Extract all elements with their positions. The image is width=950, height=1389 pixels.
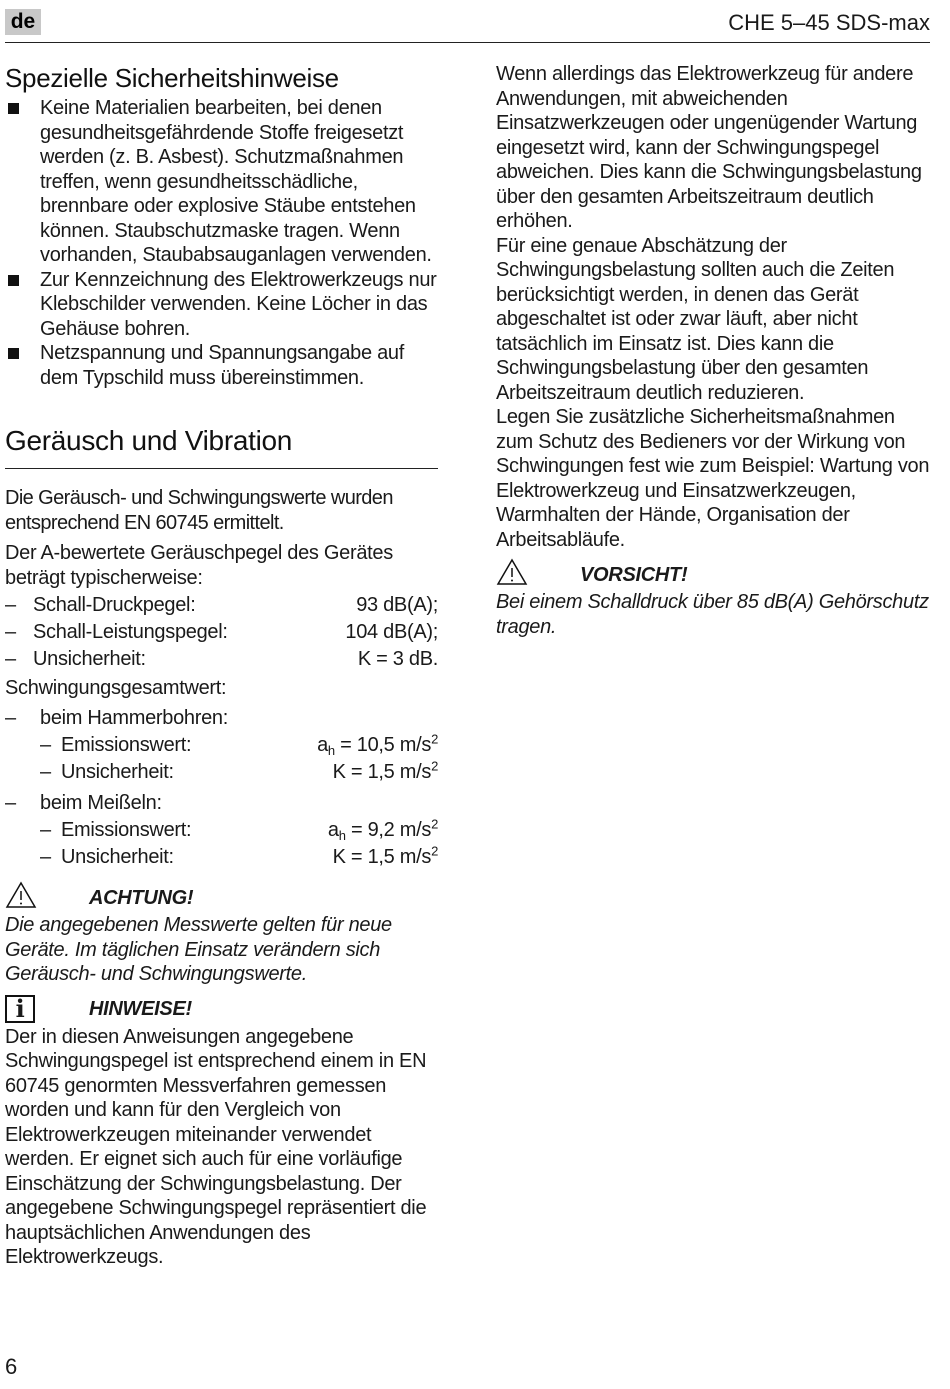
noise-row: [5, 646, 438, 673]
hammer-uncertainty-label: Unsicherheit:: [61, 761, 174, 783]
chisel-emission-label: Emissionswert:: [61, 819, 192, 841]
vorsicht-title: VORSICHT!: [580, 563, 688, 586]
hammer-emission-row: [5, 732, 438, 759]
noise-intro: Die Geräusch- und Schwingungswerte wurden entsprechend EN 60745 ermittelt.: [5, 487, 393, 534]
dash-marker: –: [40, 819, 51, 841]
header-divider: [5, 42, 930, 43]
hammer-uncertainty-row: [5, 759, 438, 786]
safety-bullet-text: Keine Materialien bearbeiten, bei denen gesundheitsgefährdende Stoffe freigesetzt werden (z. B. Asbest). Schutzmaßnahmen treffen, wenn gesundheitsschädliche, brennbare oder explosive Stäube entstehen können. Staubschutzmaske tragen. Wenn vorhanden, Staubabsauganlagen verwenden.: [40, 97, 432, 266]
achtung-text: Die angegebenen Messwerte gelten für neue Geräte. Im täglichen Einsatz verändern sich Geräusch- und Schwingungswerte.: [5, 914, 392, 985]
chisel-uncertainty-label: Unsicherheit:: [61, 846, 174, 868]
safety-bullet: [5, 268, 438, 342]
noise-row-value: 93 dB(A);: [356, 594, 438, 616]
noise-row-label: Schall-Druckpegel:: [33, 594, 196, 616]
document-title: CHE 5–45 SDS-max: [728, 10, 930, 35]
noise-heading: Geräusch und Vibration: [5, 424, 438, 469]
achtung-header: [5, 883, 438, 913]
chisel-label: beim Meißeln:: [40, 792, 162, 814]
chisel-row: [5, 790, 438, 817]
safety-bullet-text: Netzspannung und Spannungsangabe auf dem Typschild muss übereinstimmen.: [40, 342, 404, 389]
language-badge: de: [5, 9, 41, 35]
vibration-total-label: Schwingungsgesamtwert:: [5, 677, 227, 699]
chisel-uncertainty-row: [5, 844, 438, 871]
achtung-title: ACHTUNG!: [89, 886, 194, 909]
hinweise-text: Der in diesen Anweisungen angegebene Schwingungspegel ist entsprechend einem in EN 60745 genormten Messverfahren gemessen worden und kann für den Vergleich von Elektrowerkzeugen miteinander verwendet werden. Er eignet sich auch für eine vorläufige Einschätzung der Schwingungsbelastung. Der angegebene Schwingungspegel repräsentiert die hauptsächlichen Anwendungen des Elektrowerkzeugs.: [5, 1025, 427, 1268]
hammer-emission-label: Emissionswert:: [61, 734, 192, 756]
dash-marker: –: [5, 648, 16, 670]
dash-marker: –: [40, 761, 51, 783]
warning-triangle-icon: [496, 558, 528, 586]
right-paragraph-1: Wenn allerdings das Elektrowerkzeug für andere Anwendungen, mit abweichenden Einsatzwerkzeugen oder ungenügender Wartung eingesetzt wird, kann der Schwingungspegel abweichen. Dies kann die Schwingungsbelastung über den gesamten Arbeitszeitraum deutlich erhöhen.: [496, 63, 922, 232]
right-column: [496, 62, 930, 645]
hammer-row: [5, 705, 438, 732]
safety-bullet: [5, 96, 438, 268]
safety-bullet-text: Zur Kennzeichnung des Elektrowerkzeugs nur Klebschilder verwenden. Keine Löcher in das Gehäuse bohren.: [40, 268, 437, 340]
right-paragraph-2: Für eine genaue Abschätzung der Schwingungsbelastung sollten auch die Zeiten berücksichtigt werden, in denen das Gerät abgeschaltet ist oder zwar läuft, aber nicht tatsächlich im Einsatz ist. Dies kann die Schwingungsbelastung über den gesamten Arbeitszeitraum deutlich reduzieren.: [496, 234, 895, 404]
noise-row: [5, 592, 438, 619]
dash-marker: –: [5, 707, 16, 729]
dash-marker: –: [5, 594, 16, 616]
noise-row: [5, 619, 438, 646]
warning-triangle-icon: [5, 881, 37, 909]
hinweise-header: [5, 995, 438, 1025]
hammer-label: beim Hammerbohren:: [40, 707, 229, 729]
noise-row-label: Unsicherheit:: [33, 648, 146, 670]
chisel-emission-value: $a_h = 9,2$ $m/s^2$: [327, 816, 438, 843]
chisel-emission-row: [5, 817, 438, 844]
hammer-uncertainty-value: K = 1,5 $m/s^2$: [332, 758, 438, 783]
safety-heading: Spezielle Sicherheitshinweise: [5, 63, 339, 93]
hinweise-title: HINWEISE!: [89, 998, 192, 1021]
page-number: 6: [5, 1354, 18, 1379]
bullet-square-icon: [5, 341, 40, 390]
noise-row-value: 104 dB(A);: [345, 621, 438, 643]
safety-bullet: [5, 341, 438, 390]
dash-marker: –: [5, 621, 16, 643]
noise-a-weighted: Der A-bewertete Geräuschpegel des Gerätes beträgt typischerweise:: [5, 542, 393, 589]
vibration-total-row: [5, 675, 438, 702]
info-icon: i: [5, 995, 35, 1023]
vorsicht-text: Bei einem Schalldruck über 85 dB(A) Gehörschutz tragen.: [496, 591, 929, 638]
dash-marker: –: [40, 734, 51, 756]
noise-row-label: Schall-Leistungspegel:: [33, 621, 228, 643]
dash-marker: –: [5, 792, 16, 814]
left-column: [5, 62, 438, 1276]
bullet-square-icon: [5, 96, 40, 268]
right-paragraph-3: Legen Sie zusätzliche Sicherheitsmaßnahmen zum Schutz des Bedieners vor der Wirkung von Schwingungen fest wie zum Beispiel: Wartung von Elektrowerkzeug und Einsatzwerkzeugen, Warmhalten der Hände, Organisation der Arbeitsabläufe.: [496, 406, 930, 551]
bullet-square-icon: [5, 268, 40, 342]
dash-marker: –: [40, 846, 51, 868]
hammer-emission-value: $a_h = 10,5$ $m/s^2$: [317, 731, 438, 758]
vorsicht-header: [496, 560, 930, 590]
noise-row-value: K = 3 dB.: [357, 648, 438, 670]
chisel-uncertainty-value: K = 1,5 $m/s^2$: [332, 843, 438, 868]
